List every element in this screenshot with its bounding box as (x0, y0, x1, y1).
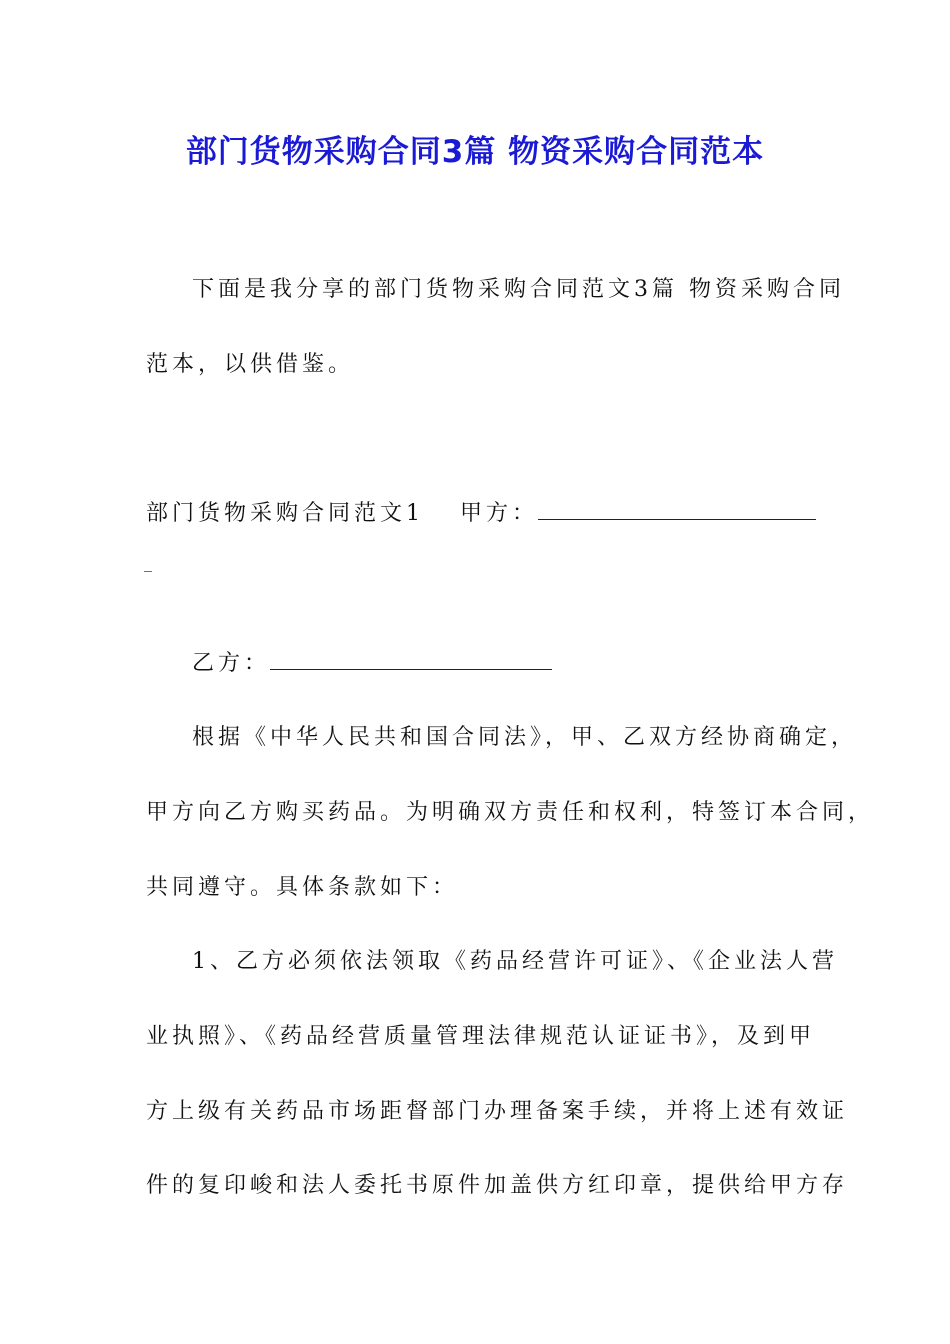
para1-line-3: 共同遵守。具体条款如下： (146, 875, 459, 900)
party-b-label: 乙方： (192, 651, 271, 676)
section1-heading: 部门货物采购合同范文1 (146, 501, 424, 526)
party-a-label: 甲方： (460, 501, 539, 526)
para1-line-1: 根据《中华人民共和国合同法》，甲、乙双方经协商确定， (192, 725, 858, 750)
party-b-line (192, 646, 552, 677)
clause1-line-2: 业执照》、《药品经营质量管理法律规范认证证书》，及到甲 (146, 1024, 816, 1049)
section-heading (146, 496, 424, 527)
clause1-line-3: 方上级有关药品市场距督部门办理备案手续，并将上述有效证 (146, 1099, 849, 1124)
party-a-blank-tail: _ (144, 553, 156, 572)
intro-line-1: 下面是我分享的部门货物采购合同范文3篇 物资采购合同 (192, 277, 845, 302)
party-a-blank (538, 501, 816, 520)
clause1-line-4: 件的复印峻和法人委托书原件加盖供方红印章，提供给甲方存 (146, 1173, 849, 1198)
clause1-line-1: 1、乙方必须依法领取《药品经营许可证》、《企业法人营 (192, 949, 838, 974)
para1-line-2: 甲方向乙方购买药品。为明确双方责任和权利，特签订本合同， (146, 800, 875, 825)
party-a-line (460, 496, 816, 527)
document-title: 部门货物采购合同3篇 物资采购合同范本 (185, 134, 765, 170)
intro-line-2: 范本，以供借鉴。 (146, 352, 355, 377)
party-b-blank (270, 651, 552, 670)
